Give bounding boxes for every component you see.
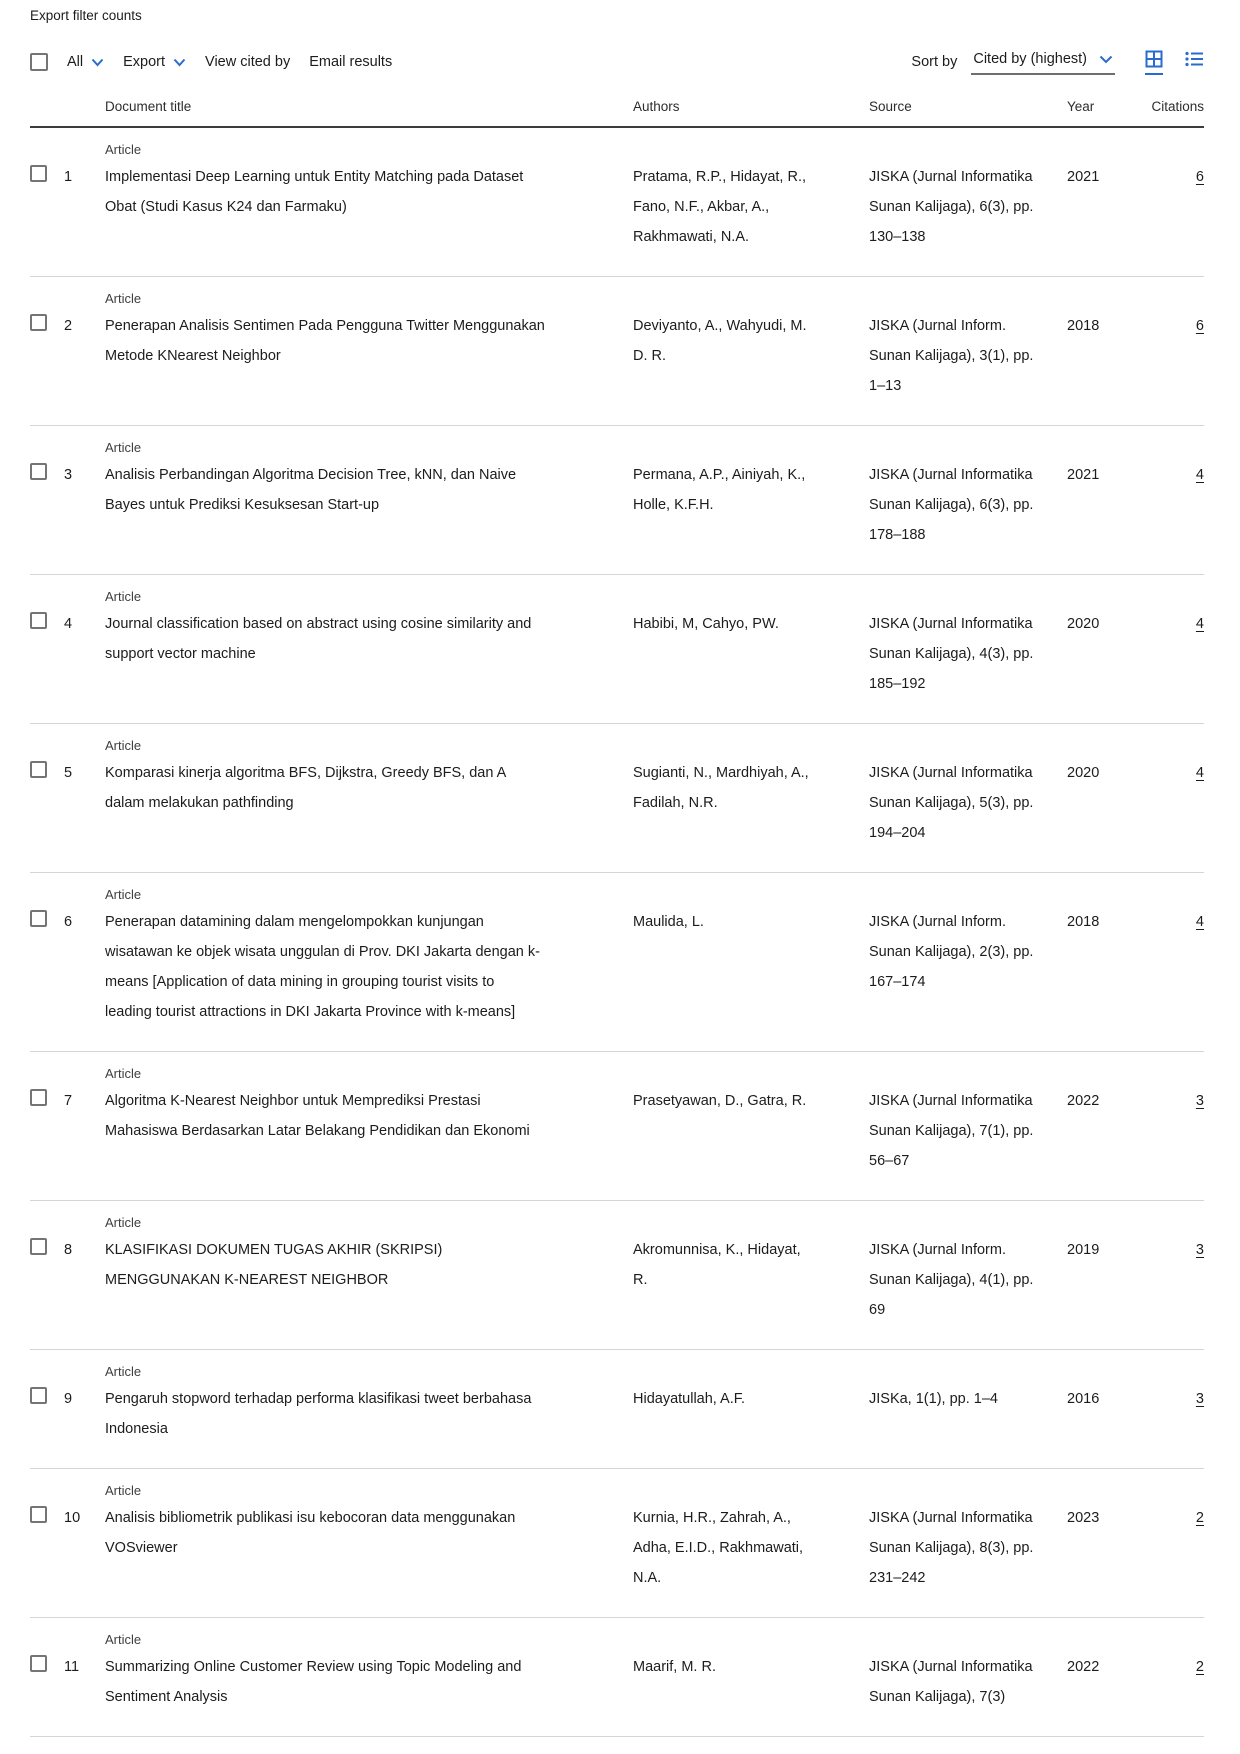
header-checkbox-spacer [30,99,64,114]
citation-count-link[interactable]: 2 [1195,1659,1204,1675]
document-title-cell [105,1362,633,1444]
grid-view-button[interactable] [1145,50,1163,75]
document-type-label: Article [105,291,142,306]
toolbar-right-group [911,49,1204,75]
document-title-cell [105,1630,633,1712]
table-row [30,1618,1204,1737]
sort-by-label: Sort by [911,54,958,70]
header-document-title: Document title [105,99,192,114]
authors-cell: Habibi, M, Cahyo, PW. [633,616,779,632]
document-type-label: Article [105,738,142,753]
citations-cell [1151,140,1204,252]
chevron-down-icon [91,58,104,67]
header-citations: Citations [1151,99,1204,114]
source-cell: JISKA (Jurnal Inform. Sunan Kalijaga), 3(1), pp. 1–13 [869,318,1034,394]
row-checkbox[interactable] [30,314,47,331]
list-view-icon [1185,54,1204,71]
citation-count-link[interactable]: 4 [1195,467,1204,483]
citation-count-link[interactable]: 6 [1195,169,1204,185]
citations-cell [1151,438,1204,550]
sort-by-dropdown[interactable] [971,49,1115,75]
authors-cell: Pratama, R.P., Hidayat, R., Fano, N.F., Akbar, A., Rakhmawati, N.A. [633,169,806,245]
table-row [30,1052,1204,1201]
source-cell: JISKA (Jurnal Informatika Sunan Kalijaga), 8(3), pp. 231–242 [869,1510,1034,1586]
citation-count-link[interactable]: 4 [1195,765,1204,781]
citations-cell [1151,587,1204,699]
document-type-label: Article [105,1364,142,1379]
citations-cell [1151,289,1204,401]
document-title-cell [105,1213,633,1325]
header-number-spacer [64,99,105,114]
citations-cell [1151,1213,1204,1325]
year-cell: 2021 [1067,169,1100,185]
row-number: 6 [64,914,73,930]
row-checkbox[interactable] [30,1387,47,1404]
row-number: 5 [64,765,73,781]
source-cell: JISKA (Jurnal Informatika Sunan Kalijaga), 5(3), pp. 194–204 [869,765,1034,841]
select-all-checkbox[interactable] [30,53,48,71]
document-type-label: Article [105,142,142,157]
year-cell: 2018 [1067,914,1100,930]
source-cell: JISKa, 1(1), pp. 1–4 [869,1391,998,1407]
table-row [30,426,1204,575]
document-title-link[interactable]: Penerapan datamining dalam mengelompokkan kunjungan wisatawan ke objek wisata unggulan di Prov. DKI Jakarta dengan k-means [Application of data mining in grouping tourist visits to leading tourist attractions in DKI Jakarta Province with k-means] [105,914,540,1020]
document-title-link[interactable]: KLASIFIKASI DOKUMEN TUGAS AKHIR (SKRIPSI) MENGGUNAKAN K-NEAREST NEIGHBOR [105,1242,443,1288]
table-row [30,724,1204,873]
citations-cell [1151,1630,1204,1712]
select-all-label: All [67,54,84,70]
document-title-link[interactable]: Journal classification based on abstract using cosine similarity and support vector machine [105,616,532,662]
citations-cell [1151,1064,1204,1176]
row-checkbox[interactable] [30,612,47,629]
citation-count-link[interactable]: 6 [1195,318,1204,334]
citations-cell [1151,1481,1204,1593]
table-row [30,128,1204,277]
citations-cell [1151,1362,1204,1444]
row-number: 11 [64,1659,80,1675]
header-source: Source [869,99,912,114]
citation-count-link[interactable]: 4 [1195,616,1204,632]
header-year: Year [1067,99,1095,114]
document-type-label: Article [105,887,142,902]
authors-cell: Hidayatullah, A.F. [633,1391,746,1407]
table-row [30,873,1204,1052]
authors-cell: Permana, A.P., Ainiyah, K., Holle, K.F.H. [633,467,806,513]
citation-count-link[interactable]: 3 [1195,1391,1204,1407]
document-type-label: Article [105,1066,142,1081]
row-checkbox-cell [30,885,64,1027]
export-label: Export [123,54,166,70]
export-dropdown[interactable] [123,54,186,70]
sort-by-value: Cited by (highest) [973,51,1087,67]
table-row [30,277,1204,426]
year-cell: 2022 [1067,1093,1100,1109]
row-checkbox-cell [30,736,64,848]
citation-count-link[interactable]: 4 [1195,914,1204,930]
document-title-cell [105,885,633,1027]
view-cited-by-button[interactable] [205,54,290,70]
source-cell: JISKA (Jurnal Informatika Sunan Kalijaga), 7(1), pp. 56–67 [869,1093,1034,1169]
email-results-label: Email results [309,54,393,70]
row-number: 10 [64,1510,81,1526]
view-toggle-group [1145,50,1204,75]
row-number: 8 [64,1242,73,1258]
document-title-cell [105,1064,633,1176]
source-cell: JISKA (Jurnal Informatika Sunan Kalijaga), 6(3), pp. 178–188 [869,467,1034,543]
document-title-cell [105,1481,633,1593]
email-results-button[interactable] [309,54,392,70]
row-number: 7 [64,1093,73,1109]
table-row [30,575,1204,724]
document-title-link[interactable]: Summarizing Online Customer Review using Topic Modeling and Sentiment Analysis [105,1659,522,1705]
row-checkbox-cell [30,587,64,699]
document-title-link[interactable]: Analisis Perbandingan Algoritma Decision Tree, kNN, dan Naive Bayes untuk Prediksi Kesuksesan Start-up [105,467,517,513]
source-cell: JISKA (Jurnal Inform. Sunan Kalijaga), 4(1), pp. 69 [869,1242,1034,1318]
grid-view-icon [1145,55,1163,72]
citation-count-link[interactable]: 3 [1195,1093,1204,1109]
row-checkbox[interactable] [30,1506,47,1523]
citation-count-link[interactable]: 3 [1195,1242,1204,1258]
results-page [0,8,1240,1737]
row-checkbox-cell [30,1362,64,1444]
authors-cell: Kurnia, H.R., Zahrah, A., Adha, E.I.D., Rakhmawati, N.A. [633,1510,804,1586]
authors-cell: Maulida, L. [633,914,704,930]
row-checkbox[interactable] [30,1238,47,1255]
source-cell: JISKA (Jurnal Inform. Sunan Kalijaga), 2(3), pp. 167–174 [869,914,1034,990]
table-row [30,1469,1204,1618]
row-number: 1 [64,169,73,185]
document-title-link[interactable]: Analisis bibliometrik publikasi isu kebocoran data menggunakan VOSviewer [105,1510,516,1556]
chevron-down-icon [173,58,186,67]
document-title-cell [105,587,633,699]
document-type-label: Article [105,1632,142,1647]
document-type-label: Article [105,1215,142,1230]
row-checkbox[interactable] [30,1655,47,1672]
row-number: 2 [64,318,73,334]
row-checkbox[interactable] [30,463,47,480]
authors-cell: Prasetyawan, D., Gatra, R. [633,1093,807,1109]
view-cited-by-label: View cited by [205,54,291,70]
chevron-down-icon [1099,55,1113,64]
document-title-cell [105,438,633,550]
header-authors: Authors [633,99,680,114]
row-checkbox-cell [30,289,64,401]
row-checkbox[interactable] [30,910,47,927]
row-checkbox-cell [30,1064,64,1176]
row-checkbox[interactable] [30,1089,47,1106]
document-title-cell [105,289,633,401]
row-checkbox-cell [30,1630,64,1712]
citations-cell [1151,736,1204,848]
authors-cell: Deviyanto, A., Wahyudi, M. D. R. [633,318,807,364]
document-title-link[interactable]: Pengaruh stopword terhadap performa klasifikasi tweet berbahasa Indonesia [105,1391,532,1437]
list-view-button[interactable] [1185,51,1204,74]
year-cell: 2020 [1067,765,1100,781]
source-cell: JISKA (Jurnal Informatika Sunan Kalijaga), 6(3), pp. 130–138 [869,169,1034,245]
citations-cell [1151,885,1204,1027]
year-cell: 2016 [1067,1391,1100,1407]
citation-count-link[interactable]: 2 [1195,1510,1204,1526]
row-checkbox-cell [30,140,64,252]
year-cell: 2023 [1067,1510,1100,1526]
row-checkbox[interactable] [30,165,47,182]
results-list [0,128,1240,1737]
table-row [30,1350,1204,1469]
document-title-cell [105,140,633,252]
source-cell: JISKA (Jurnal Informatika Sunan Kalijaga), 4(3), pp. 185–192 [869,616,1034,692]
document-title-link[interactable]: Algoritma K-Nearest Neighbor untuk Memprediksi Prestasi Mahasiswa Berdasarkan Latar Belakang Pendidikan dan Ekonomi [105,1093,530,1139]
document-type-label: Article [105,440,142,455]
source-cell: JISKA (Jurnal Informatika Sunan Kalijaga), 7(3) [869,1659,1033,1705]
document-title-link[interactable]: Komparasi kinerja algoritma BFS, Dijkstra, Greedy BFS, dan A dalam melakukan pathfinding [105,765,506,811]
year-cell: 2021 [1067,467,1100,483]
row-number: 4 [64,616,73,632]
year-cell: 2018 [1067,318,1100,334]
row-checkbox[interactable] [30,761,47,778]
authors-cell: Maarif, M. R. [633,1659,716,1675]
row-checkbox-cell [30,1213,64,1325]
row-number: 9 [64,1391,73,1407]
export-filter-counts-label: Export filter counts [30,8,142,23]
document-title-link[interactable]: Implementasi Deep Learning untuk Entity Matching pada Dataset Obat (Studi Kasus K24 dan Farmaku) [105,169,524,215]
document-title-link[interactable]: Penerapan Analisis Sentimen Pada Pengguna Twitter Menggunakan Metode KNearest Neighbor [105,318,545,364]
authors-cell: Sugianti, N., Mardhiyah, A., Fadilah, N.R. [633,765,809,811]
authors-cell: Akromunnisa, K., Hidayat, R. [633,1242,801,1288]
row-number: 3 [64,467,73,483]
results-toolbar [30,47,1204,77]
row-checkbox-cell [30,438,64,550]
year-cell: 2019 [1067,1242,1100,1258]
select-all-dropdown[interactable] [67,54,104,70]
table-header-row [30,77,1204,128]
table-row [30,1201,1204,1350]
year-cell: 2020 [1067,616,1100,632]
document-type-label: Article [105,589,142,604]
document-title-cell [105,736,633,848]
year-cell: 2022 [1067,1659,1100,1675]
document-type-label: Article [105,1483,142,1498]
row-checkbox-cell [30,1481,64,1593]
